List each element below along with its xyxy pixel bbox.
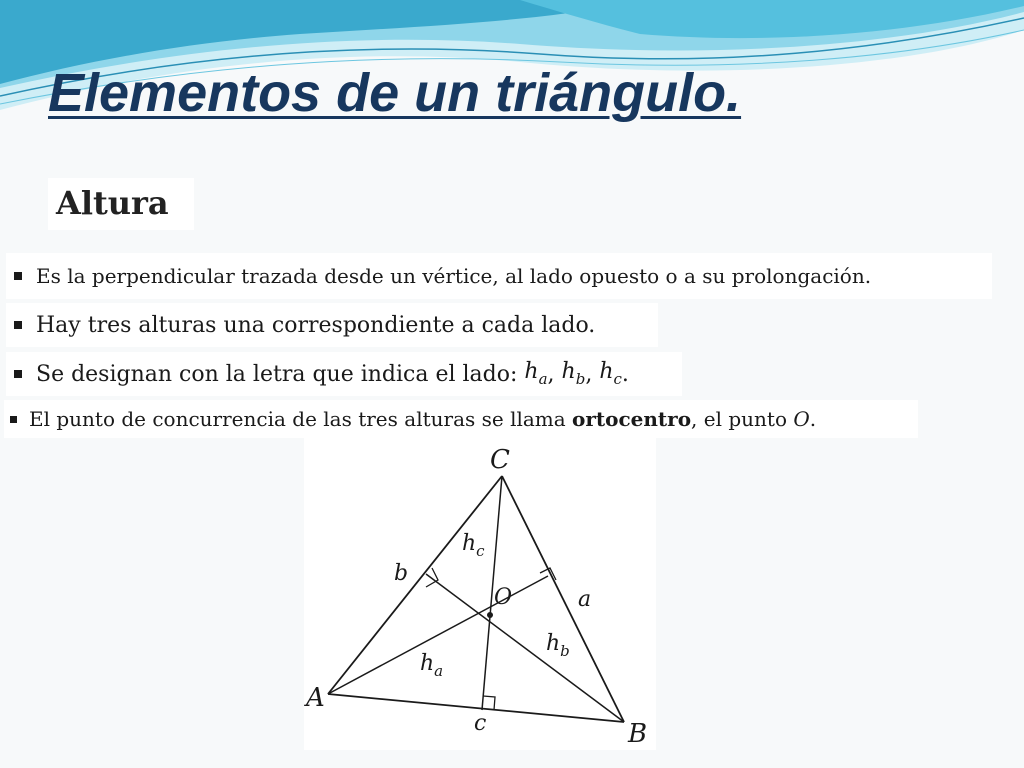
bullet-text: El punto de concurrencia de las tres alturas se llama [29, 407, 573, 431]
vertex-label-c: C [490, 445, 510, 475]
right-angle-marker-b [426, 568, 438, 587]
bullet-text: Hay tres alturas una correspondiente a cada lado. [36, 312, 596, 338]
bullet-item-1 [6, 253, 992, 299]
side-label-c: c [474, 711, 487, 736]
slide-title: Elementos de un triángulo. [48, 63, 742, 123]
bullet-square-icon [14, 321, 22, 329]
point-o-symbol: O [793, 407, 810, 431]
ortocentro-term: ortocentro [572, 407, 692, 431]
height-label-hb: $h_b$ [546, 631, 570, 660]
side-label-a: a [578, 587, 592, 612]
triangle-diagram [304, 438, 656, 750]
bullet-square-icon [10, 416, 17, 423]
height-symbol-ha: $h_a$ [524, 359, 548, 388]
side-label-b: b [394, 561, 409, 586]
vertex-label-b: B [628, 719, 648, 749]
height-symbol-hb: $h_b$ [561, 359, 586, 388]
section-heading: Altura [48, 178, 194, 230]
side-a-line [502, 476, 624, 722]
bullet-item-4: El punto de concurrencia de las tres alturas se llama ortocentro , el punto O . [4, 400, 918, 438]
bullet-text: Es la perpendicular trazada desde un vértice, al lado opuesto o a su prolongación. [36, 264, 872, 288]
altitude-hb-line [426, 574, 624, 722]
orthocenter-label: O [494, 585, 513, 610]
bullet-square-icon [14, 370, 22, 378]
bullet-item-3: Se designan con la letra que indica el lado: $h_a$ , $h_b$ , $h_c$ . [6, 352, 682, 396]
orthocenter-point [487, 612, 493, 618]
height-label-hc: $h_c$ [462, 531, 485, 560]
side-b-line [328, 476, 502, 694]
bullet-text: Se designan con la letra que indica el lado: [36, 361, 525, 387]
height-label-ha: $h_a$ [420, 651, 444, 680]
height-symbol-hc: $h_c$ [599, 359, 622, 388]
bullet-square-icon [14, 272, 22, 280]
right-angle-marker-c [483, 696, 495, 710]
bullet-item-2 [6, 303, 658, 347]
vertex-label-a: A [306, 683, 325, 713]
